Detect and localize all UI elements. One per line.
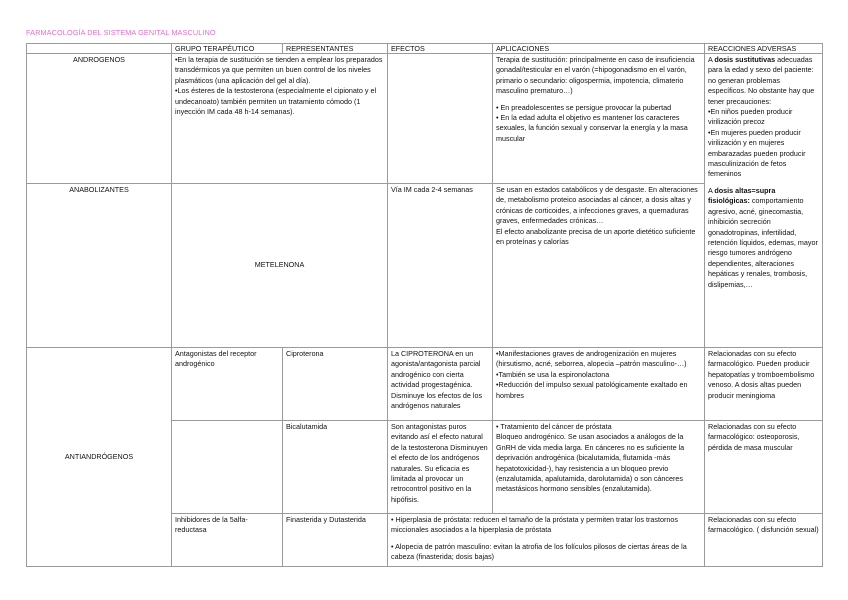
anti-aplicaciones-2 <box>493 421 705 514</box>
anti-aplic-1-p2: •También se usa la espironolactona <box>496 369 610 379</box>
reac-sustitutivas: A dosis sustitutivas adecuadas para la edad y sexo del paciente: no generan problemas específicos. No obstante hay que tener precauciones: <box>708 55 815 106</box>
anabolizantes-aplic-p2: El efecto anabolizante precisa de un aporte dietético suficiente en proteínas y calorías <box>496 226 696 247</box>
anti-aplicaciones-3 <box>388 514 705 567</box>
anti-aplic-1-p3: •Reducción del impulso sexual patológicamente exaltado en hombres <box>496 380 688 400</box>
anti-reacciones-1: Relacionadas con su efecto farmacológico. Pueden producir hepatopatías y tromboembolismo venoso. A dosis altas pueden producir meningioma <box>705 348 823 421</box>
anti-efectos-1: La CIPROTERONA en un agonista/antagonista parcial androgénico con cierta actividad progestagénica. Disminuye los efectos de los andrógenos naturales <box>388 348 493 421</box>
anti-representante-2: Bicalutamida <box>283 421 388 514</box>
androgenos-efectos <box>388 54 493 184</box>
androgenos-aplic-p2: • En preadolescentes se persigue provocar la pubertad <box>496 102 672 112</box>
reac-mujeres: •En mujeres pueden producir virilización y en mujeres embarazadas pueden producir masculinización de fetos femeninos <box>708 127 806 179</box>
anti-representante-3: Finasterida y Dutasterida <box>283 514 388 567</box>
header-efectos: EFECTOS <box>388 44 493 54</box>
anti-efectos-2: Son antagonistas puros evitando así el efecto natural de la testosterona Disminuyen el efecto de los andrógenos naturales. Su eficacia es limitada al provocar un retrocontrol positivo en la hipófisis. <box>388 421 493 514</box>
anabolizantes-representante: METELENONA <box>172 184 388 348</box>
androgenos-reacciones <box>705 54 823 348</box>
header-aplicaciones: APLICACIONES <box>493 44 705 54</box>
androgenos-aplicaciones <box>493 54 705 184</box>
anti-reacciones-3: Relacionadas con su efecto farmacológico. ( disfunción sexual) <box>705 514 823 567</box>
anabolizantes-efectos: Vía IM cada 2-4 semanas <box>388 184 493 348</box>
header-reacciones: REACCIONES ADVERSAS <box>705 44 823 54</box>
androgenos-grupo-p1: •En la terapia de sustitución se tienden a emplear los preparados transdérmicos ya que permiten un buen control de los niveles plasmáticos (una aplicación del gel al día). <box>175 55 383 85</box>
anti-grupo-2 <box>172 421 283 514</box>
anti-aplic-2-p1: • Tratamiento del cáncer de próstata <box>496 422 612 431</box>
anti-aplic-2-p2: Bloqueo androgénico. Se usan asociados a análogos de la GnRH de vida media larga. En cánceres no es suficiente la deprivación androgénica (bicalutamida, flutamida -más hepatotoxicidad-), hay resistencia a un bloqueo previo (enzalutamida, apalutamida, darolutamida) o son cánceres metastásicos hormono sensibles (enzalutamida). <box>496 432 685 494</box>
anti-aplicaciones-1 <box>493 348 705 421</box>
androgenos-aplic-p1: Terapia de sustitución: principalmente en caso de insuficiencia gonadal/testicular en el varón (=hipogonadismo en el varón, primario o secundario: oligospermia, impotencia, climaterio masculino prematuro…) <box>496 55 695 96</box>
document-title: FARMACOLOGÍA DEL SISTEMA GENITAL MASCULINO <box>26 28 216 37</box>
anti-reacciones-2: Relacionadas con su efecto farmacológico: osteoporosis, pérdida de masa muscular <box>705 421 823 514</box>
row-antiandrogenos-ciproterona <box>27 348 823 421</box>
label-antiandrogenos: ANTIANDRÓGENOS <box>27 348 172 567</box>
anabolizantes-aplic-p1: Se usan en estados catabólicos y de desgaste. En alteraciones de, metabolismo proteico asociadas al cáncer, a dosis altas y crónicas de corticoides, a infecciones graves, a quemaduras graves, enfermedades crónicas… <box>496 185 698 226</box>
anti-representante-1: Ciproterona <box>283 348 388 421</box>
androgenos-aplic-p3: • En la edad adulta el objetivo es mantener los caracteres sexuales, la función sexual y conservar la energía y la masa muscular <box>496 113 688 143</box>
header-row <box>27 44 823 54</box>
header-empty <box>27 44 172 54</box>
androgenos-grupo-p2: •Los ésteres de la testosterona (especialmente el cipionato y el undecanoato) también permiten un tratamiento cómodo (1 inyección IM cada 48 h-14 semanas). <box>175 86 377 117</box>
header-representantes: REPRESENTANTES <box>283 44 388 54</box>
anti-aplic-3-p1: • Hiperplasia de próstata: reducen el tamaño de la próstata y permiten tratar los trastornos miccionales asociados a la hiperplasia de próstata <box>391 515 678 535</box>
header-grupo: GRUPO TERAPÉUTICO <box>172 44 283 54</box>
label-androgenos: ANDROGENOS <box>27 54 172 184</box>
anabolizantes-aplicaciones <box>493 184 705 348</box>
reac-supra: A dosis altas=supra fisiológicas: comportamiento agresivo, acné, ginecomastia, inhibición secreción gonadotropinas, infertilidad, retención líquidos, edemas, mayor riesgo tumores andrógeno dependientes, alteraciones hepáticas y renales, trombosis, dislipemias,… <box>708 185 818 289</box>
pharmacology-table <box>26 43 823 567</box>
androgenos-grupo <box>172 54 388 184</box>
label-anabolizantes: ANABOLIZANTES <box>27 184 172 348</box>
anti-aplic-3-p2: • Alopecia de patrón masculino: evitan la atrofia de los folículos pilosos de ciertas áreas de la cabeza (finasterida; dosis bajas) <box>391 541 687 562</box>
anti-grupo-1: Antagonistas del receptor androgénico <box>172 348 283 421</box>
anti-aplic-1-p1: •Manifestaciones graves de androgenización en mujeres (hirsutismo, acné, seborrea, alopecia –patrón masculino-…) <box>496 349 687 369</box>
anti-grupo-3: Inhibidores de la 5alfa-reductasa <box>172 514 283 567</box>
row-androgenos <box>27 54 823 184</box>
row-anabolizantes <box>27 184 823 348</box>
reac-ninos: •En niños pueden producir virilización precoz <box>708 107 793 127</box>
